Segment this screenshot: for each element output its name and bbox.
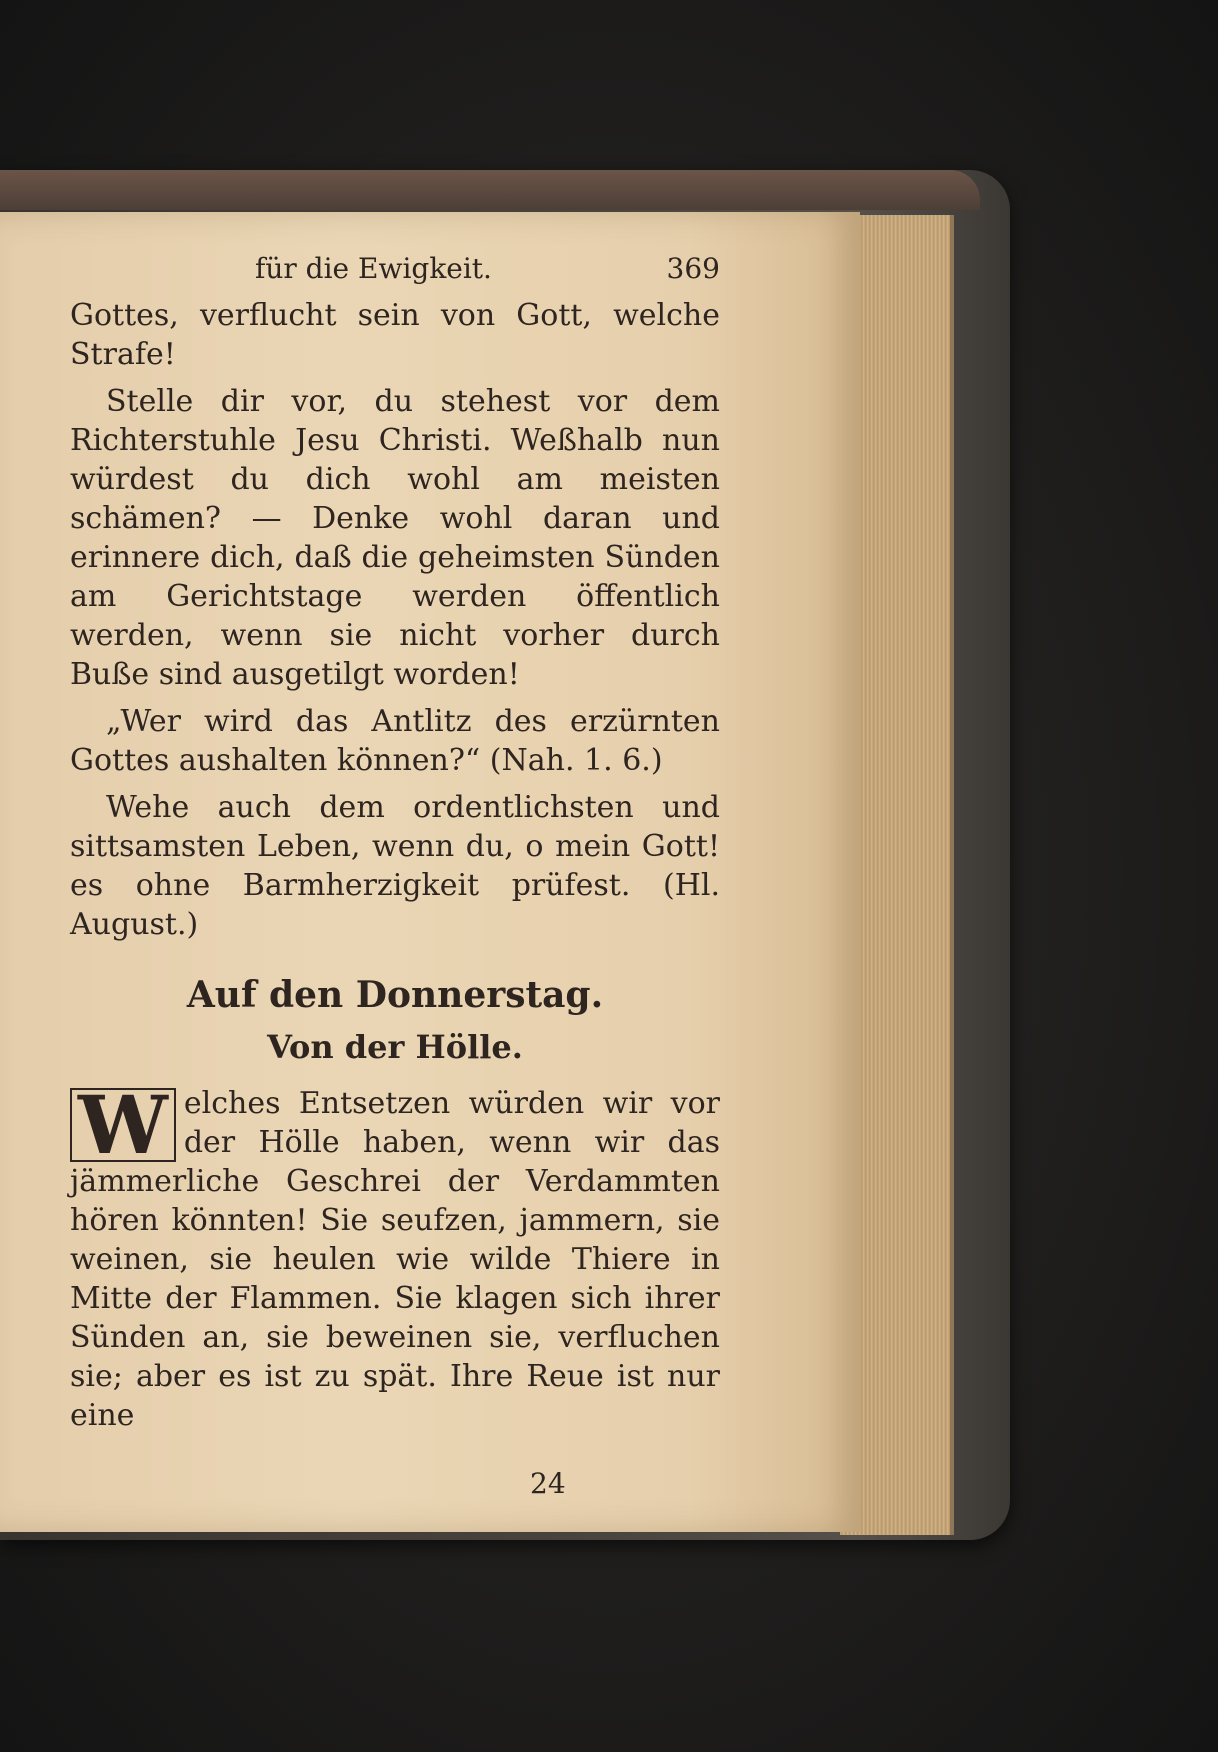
signature-mark: 24 [530,1467,566,1500]
section-subheading: Von der Hölle. [267,1028,523,1066]
section-body-text: elches Entsetzen würden wir vor der Hölle haben, wenn wir das jämmerliche Geschrei der Verdammten hören könnten! Sie seufzen, jammern, sie weinen, sie heulen wie wilde Thiere in Mitte der Flammen. Sie klagen sich ihrer Sünden an, sie beweinen sie, verfluchen sie; aber es ist zu spät. Ihre Reue ist nur eine [70,1086,720,1433]
paragraph-4: Wehe auch dem ordentlichsten und sittsamsten Leben, wenn du, o mein Gott! es ohne Barmherzigkeit prüfest. (Hl. August.) [70,790,720,942]
book-cover-top-edge [0,170,980,210]
drop-cap: W [70,1088,176,1162]
book-page [0,212,860,1532]
paragraph-3: „Wer wird das Antlitz des erzürnten Gottes aushalten können?“ (Nah. 1. 6.) [70,704,720,778]
section-body [70,1078,720,1435]
page-text-block [70,252,720,1435]
page-number: 369 [666,252,720,285]
paragraph-2: Stelle dir vor, du stehest vor dem Richterstuhle Jesu Christi. Weßhalb nun würdest du dich wohl am meisten schämen? — Denke wohl daran und erinnere dich, daß die geheimsten Sünden am Gerichtstage werden öffentlich werden, wenn sie nicht vorher durch Buße sind ausgetilgt worden! [70,384,720,692]
running-title: für die Ewigkeit. [255,252,492,285]
running-header [70,252,720,296]
section-heading: Auf den Donnerstag. [186,974,604,1016]
paragraph-1: Gottes, verflucht sein von Gott, welche Strafe! [70,298,720,372]
